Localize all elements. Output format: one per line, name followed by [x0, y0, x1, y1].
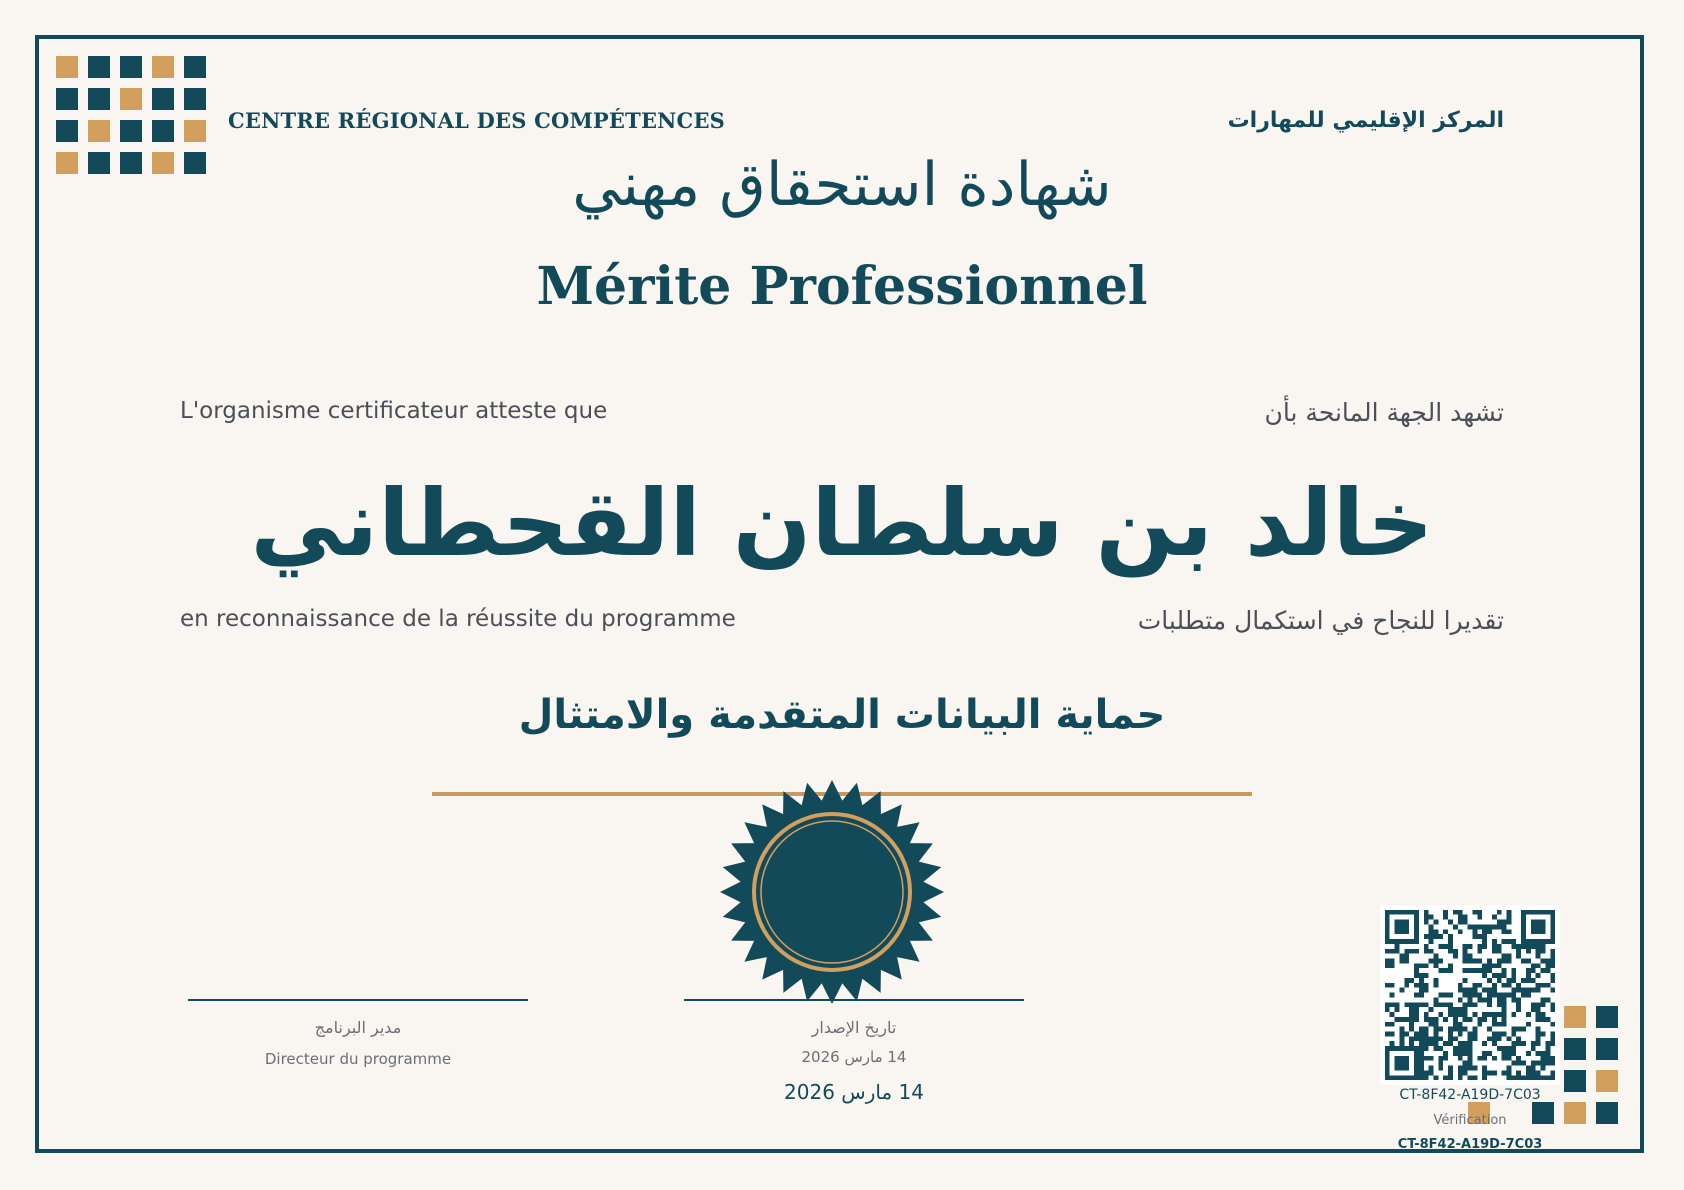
- issue-date-small: 14 مارس 2026: [801, 1048, 907, 1066]
- decor-square: [1564, 1102, 1586, 1124]
- decor-square: [184, 88, 206, 110]
- decor-square: [56, 88, 78, 110]
- decor-square: [1596, 1070, 1618, 1092]
- decor-square: [120, 88, 142, 110]
- verification-code-bold: CT-8F42-A19D-7C03: [1397, 1137, 1543, 1152]
- decor-square: [88, 88, 110, 110]
- decor-square: [184, 56, 206, 78]
- decor-square: [1564, 1038, 1586, 1060]
- decor-square: [184, 120, 206, 142]
- certificate-title-fr: Mérite Professionnel: [536, 256, 1148, 317]
- decor-square: [152, 120, 174, 142]
- decor-square: [88, 56, 110, 78]
- signature-line-date: [684, 999, 1024, 1001]
- seal-icon: [718, 778, 946, 1006]
- certificate-title-ar: شهادة استحقاق مهني: [572, 150, 1112, 220]
- qr-code-icon: [1380, 905, 1560, 1085]
- decor-square: [152, 56, 174, 78]
- recognition-text-ar: تقديرا للنجاح في استكمال متطلبات: [1137, 606, 1504, 635]
- decor-square: [1564, 1006, 1586, 1028]
- organization-name-fr: CENTRE RÉGIONAL DES COMPÉTENCES: [228, 108, 726, 133]
- program-name: حماية البيانات المتقدمة والامتثال: [518, 692, 1166, 738]
- decor-square: [152, 88, 174, 110]
- decor-square: [1564, 1070, 1586, 1092]
- issue-date-label-ar: تاريخ الإصدار: [811, 1018, 897, 1037]
- director-label-fr: Directeur du programme: [264, 1050, 452, 1068]
- attestation-text-fr: L'organisme certificateur atteste que: [180, 398, 608, 424]
- director-label-ar: مدير البرنامج: [314, 1018, 402, 1037]
- issue-date: 14 مارس 2026: [784, 1080, 924, 1104]
- recipient-name: خالد بن سلطان القحطاني: [250, 470, 1434, 577]
- verification-code: CT-8F42-A19D-7C03: [1399, 1087, 1541, 1103]
- decor-square: [1596, 1038, 1618, 1060]
- decor-square: [56, 120, 78, 142]
- decor-square: [88, 120, 110, 142]
- signature-line-director: [188, 999, 528, 1001]
- decor-square: [1596, 1006, 1618, 1028]
- decor-square: [120, 56, 142, 78]
- attestation-text-ar: تشهد الجهة المانحة بأن: [1264, 398, 1504, 427]
- decor-square: [56, 56, 78, 78]
- decor-square: [1596, 1102, 1618, 1124]
- decor-square: [120, 120, 142, 142]
- organization-name-ar: المركز الإقليمي للمهارات: [1227, 108, 1504, 133]
- verification-label: Vérification: [1433, 1113, 1507, 1128]
- recognition-text-fr: en reconnaissance de la réussite du programme: [180, 606, 736, 632]
